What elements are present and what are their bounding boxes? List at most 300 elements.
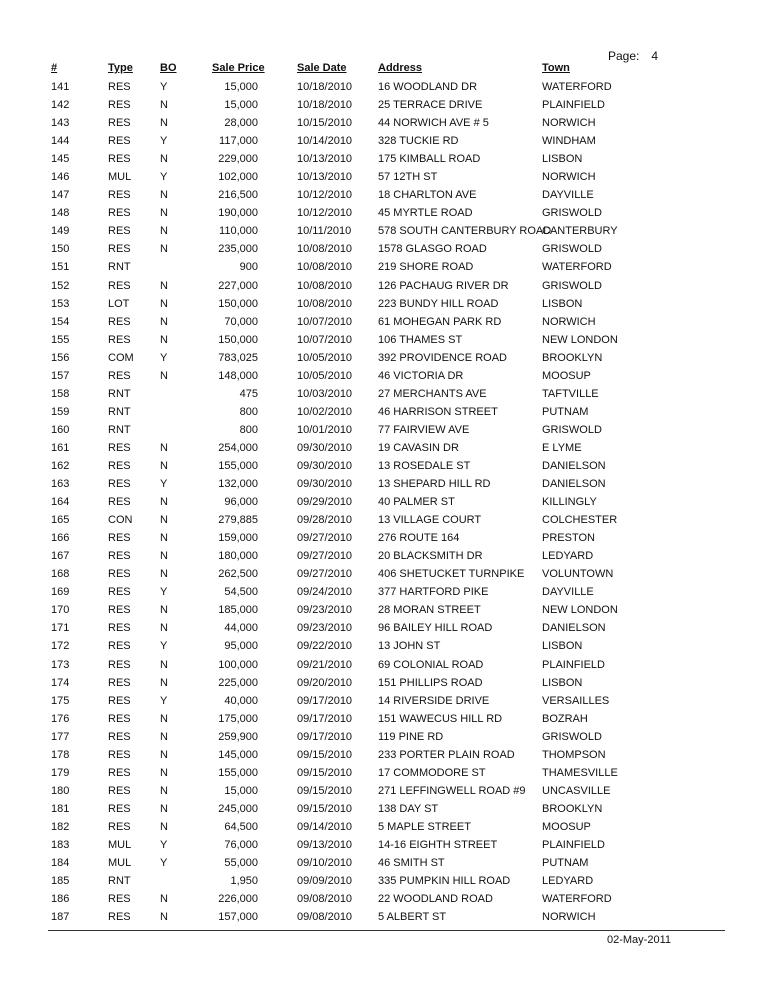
- row-town: UNCASVILLE: [542, 784, 611, 797]
- row-address: 5 MAPLE STREET: [378, 820, 471, 833]
- row-type: MUL: [108, 171, 132, 184]
- row-town: GRISWOLD: [542, 279, 602, 292]
- row-type: RES: [108, 441, 131, 454]
- row-town: PLAINFIELD: [542, 99, 605, 112]
- row-sale-date: 09/30/2010: [297, 459, 353, 472]
- row-number: 170: [51, 604, 70, 617]
- row-sale-date: 09/29/2010: [297, 496, 353, 509]
- row-sale-price: 783,025: [218, 351, 258, 364]
- row-type: RES: [108, 911, 131, 924]
- row-address: 106 THAMES ST: [378, 333, 463, 346]
- row-town: PRESTON: [542, 532, 595, 545]
- row-bo: Y: [160, 171, 168, 184]
- row-type: MUL: [108, 838, 132, 851]
- row-type: RES: [108, 81, 131, 93]
- header-type: Type: [108, 62, 133, 74]
- row-type: RES: [108, 604, 131, 617]
- row-sale-date: 10/12/2010: [297, 189, 353, 202]
- row-address: 335 PUMPKIN HILL ROAD: [378, 875, 511, 888]
- row-town: MOOSUP: [542, 820, 591, 833]
- row-bo: N: [160, 568, 168, 581]
- table-row: [0, 222, 768, 240]
- row-sale-date: 09/27/2010: [297, 532, 353, 545]
- table-row: [0, 367, 768, 385]
- row-type: RES: [108, 784, 131, 797]
- row-type: RNT: [108, 261, 131, 274]
- row-town: PLAINFIELD: [542, 838, 605, 851]
- row-bo: N: [160, 532, 168, 545]
- row-town: DAYVILLE: [542, 586, 594, 599]
- row-sale-date: 10/07/2010: [297, 315, 353, 328]
- row-sale-date: 10/18/2010: [297, 81, 353, 93]
- row-type: MUL: [108, 857, 132, 870]
- row-sale-price: 15,000: [224, 99, 258, 112]
- row-bo: Y: [160, 81, 168, 93]
- row-town: PUTNAM: [542, 857, 589, 870]
- row-sale-date: 10/03/2010: [297, 387, 353, 400]
- row-bo: N: [160, 911, 168, 924]
- row-number: 169: [51, 586, 70, 599]
- table-row: [0, 403, 768, 421]
- row-address: 46 SMITH ST: [378, 857, 445, 870]
- row-type: RES: [108, 550, 131, 563]
- row-bo: N: [160, 514, 168, 527]
- row-number: 160: [51, 423, 70, 436]
- row-bo: N: [160, 802, 168, 815]
- row-bo: Y: [160, 351, 168, 364]
- table-row: [0, 277, 768, 295]
- row-address: 96 BAILEY HILL ROAD: [378, 622, 493, 635]
- row-sale-date: 09/30/2010: [297, 441, 353, 454]
- table-row: [0, 168, 768, 186]
- row-bo: Y: [160, 640, 168, 653]
- row-town: WATERFORD: [542, 893, 612, 906]
- row-number: 154: [51, 315, 70, 328]
- header-address: Address: [378, 62, 423, 74]
- row-sale-date: 09/24/2010: [297, 586, 353, 599]
- row-number: 176: [51, 712, 70, 725]
- row-sale-date: 09/15/2010: [297, 748, 353, 761]
- row-sale-price: 245,000: [218, 802, 258, 815]
- table-row: [0, 619, 768, 637]
- row-address: 392 PROVIDENCE ROAD: [378, 351, 507, 364]
- table-row: [0, 872, 768, 890]
- row-number: 164: [51, 496, 70, 509]
- row-town: NORWICH: [542, 171, 596, 184]
- row-bo: Y: [160, 586, 168, 599]
- row-type: RES: [108, 189, 131, 202]
- row-sale-date: 10/08/2010: [297, 279, 353, 292]
- row-address: 14-16 EIGHTH STREET: [378, 838, 498, 851]
- row-sale-price: 100,000: [218, 658, 258, 671]
- table-row: [0, 565, 768, 583]
- row-town: BROOKLYN: [542, 802, 603, 815]
- row-type: RES: [108, 893, 131, 906]
- row-sale-date: 10/02/2010: [297, 405, 353, 418]
- row-number: 186: [51, 893, 70, 906]
- table-row: [0, 800, 768, 818]
- row-address: 14 RIVERSIDE DRIVE: [378, 694, 490, 707]
- row-sale-price: 117,000: [219, 135, 258, 148]
- row-number: 148: [51, 207, 70, 220]
- row-sale-price: 15,000: [224, 784, 258, 797]
- row-bo: N: [160, 676, 168, 689]
- table-row: [0, 313, 768, 331]
- row-bo: Y: [160, 857, 168, 870]
- row-sale-date: 09/08/2010: [297, 893, 353, 906]
- row-town: GRISWOLD: [542, 730, 602, 743]
- row-sale-date: 09/15/2010: [297, 802, 353, 815]
- row-address: 20 BLACKSMITH DR: [378, 550, 483, 563]
- row-sale-price: 40,000: [224, 694, 258, 707]
- page-indicator: [608, 49, 658, 63]
- row-type: RES: [108, 712, 131, 725]
- table-row: [0, 782, 768, 800]
- row-bo: N: [160, 730, 168, 743]
- table-row: [0, 114, 768, 132]
- sales-table-body: [0, 78, 768, 926]
- row-address: 28 MORAN STREET: [378, 604, 481, 617]
- row-sale-date: 09/17/2010: [297, 694, 353, 707]
- row-sale-date: 09/23/2010: [297, 622, 353, 635]
- row-type: RES: [108, 622, 131, 635]
- table-row: [0, 96, 768, 114]
- row-address: 271 LEFFINGWELL ROAD #9: [378, 784, 526, 797]
- row-bo: N: [160, 496, 168, 509]
- table-row: [0, 854, 768, 872]
- row-number: 174: [51, 676, 70, 689]
- row-number: 146: [51, 171, 70, 184]
- row-sale-price: 157,000: [218, 911, 258, 924]
- table-row: [0, 746, 768, 764]
- row-number: 143: [51, 117, 70, 130]
- table-row: [0, 186, 768, 204]
- row-sale-price: 259,900: [218, 730, 258, 743]
- row-address: 22 WOODLAND ROAD: [378, 893, 493, 906]
- row-number: 161: [51, 441, 70, 454]
- row-type: RES: [108, 820, 131, 833]
- row-type: COM: [108, 351, 134, 364]
- row-number: 187: [51, 911, 70, 924]
- row-sale-price: 145,000: [218, 748, 258, 761]
- row-sale-price: 28,000: [224, 117, 258, 130]
- row-address: 19 CAVASIN DR: [378, 441, 459, 454]
- row-number: 149: [51, 225, 70, 238]
- row-number: 168: [51, 568, 70, 581]
- row-number: 165: [51, 514, 70, 527]
- row-sale-price: 148,000: [218, 369, 258, 382]
- row-address: 276 ROUTE 164: [378, 532, 460, 545]
- row-town: MOOSUP: [542, 369, 591, 382]
- row-type: RES: [108, 207, 131, 220]
- table-row: [0, 547, 768, 565]
- row-number: 178: [51, 748, 70, 761]
- row-address: 138 DAY ST: [378, 802, 439, 815]
- row-bo: N: [160, 766, 168, 779]
- row-bo: Y: [160, 694, 168, 707]
- table-row: [0, 421, 768, 439]
- row-town: LISBON: [542, 297, 583, 310]
- row-bo: N: [160, 99, 168, 112]
- row-type: RES: [108, 478, 131, 491]
- row-type: RES: [108, 459, 131, 472]
- table-row: [0, 710, 768, 728]
- row-town: BROOKLYN: [542, 351, 603, 364]
- row-town: DANIELSON: [542, 478, 606, 491]
- row-town: NORWICH: [542, 911, 596, 924]
- row-sale-price: 155,000: [218, 766, 258, 779]
- row-town: NORWICH: [542, 315, 596, 328]
- row-town: BOZRAH: [542, 712, 588, 725]
- table-row: [0, 457, 768, 475]
- row-sale-price: 225,000: [218, 676, 258, 689]
- row-town: WATERFORD: [542, 261, 612, 274]
- row-town: WINDHAM: [542, 135, 596, 148]
- row-address: 1578 GLASGO ROAD: [378, 243, 487, 256]
- row-town: CANTERBURY: [542, 225, 618, 238]
- row-number: 172: [51, 640, 70, 653]
- row-number: 167: [51, 550, 70, 563]
- row-number: 156: [51, 351, 70, 364]
- row-type: RES: [108, 568, 131, 581]
- row-town: THOMPSON: [542, 748, 606, 761]
- row-type: RES: [108, 658, 131, 671]
- row-bo: N: [160, 622, 168, 635]
- row-number: 162: [51, 459, 70, 472]
- row-number: 163: [51, 478, 70, 491]
- row-bo: N: [160, 117, 168, 130]
- row-sale-date: 09/23/2010: [297, 604, 353, 617]
- row-sale-price: 190,000: [218, 207, 258, 220]
- row-town: PLAINFIELD: [542, 658, 605, 671]
- row-sale-price: 102,000: [218, 171, 258, 184]
- row-town: GRISWOLD: [542, 243, 602, 256]
- row-address: 45 MYRTLE ROAD: [378, 207, 473, 220]
- row-sale-price: 110,000: [219, 225, 258, 238]
- table-row: [0, 511, 768, 529]
- header-num: #: [51, 62, 58, 74]
- row-type: RNT: [108, 387, 131, 400]
- row-bo: Y: [160, 478, 168, 491]
- row-bo: N: [160, 604, 168, 617]
- row-town: VOLUNTOWN: [542, 568, 614, 581]
- row-town: LEDYARD: [542, 875, 594, 888]
- row-bo: N: [160, 225, 168, 238]
- row-town: PUTNAM: [542, 405, 589, 418]
- row-sale-date: 09/15/2010: [297, 766, 353, 779]
- row-bo: N: [160, 784, 168, 797]
- table-row: [0, 439, 768, 457]
- row-bo: N: [160, 441, 168, 454]
- table-row: [0, 150, 768, 168]
- row-sale-date: 10/15/2010: [297, 117, 353, 130]
- row-sale-date: 09/22/2010: [297, 640, 353, 653]
- row-bo: N: [160, 279, 168, 292]
- table-row: [0, 728, 768, 746]
- row-bo: N: [160, 189, 168, 202]
- row-number: 155: [51, 333, 70, 346]
- table-row: [0, 908, 768, 926]
- row-number: 153: [51, 297, 70, 310]
- table-row: [0, 674, 768, 692]
- row-sale-price: 150,000: [218, 297, 258, 310]
- row-type: RES: [108, 243, 131, 256]
- row-bo: N: [160, 315, 168, 328]
- row-type: RES: [108, 153, 131, 166]
- row-sale-date: 09/17/2010: [297, 712, 353, 725]
- row-sale-date: 09/09/2010: [297, 875, 353, 888]
- row-sale-price: 216,500: [218, 189, 258, 202]
- row-town: TAFTVILLE: [542, 387, 599, 400]
- row-address: 406 SHETUCKET TURNPIKE: [378, 568, 525, 581]
- row-bo: N: [160, 369, 168, 382]
- row-sale-date: 10/08/2010: [297, 297, 353, 310]
- row-address: 46 HARRISON STREET: [378, 405, 498, 418]
- row-sale-date: 10/13/2010: [297, 153, 353, 166]
- table-row: [0, 78, 768, 96]
- row-type: RES: [108, 99, 131, 112]
- row-address: 151 WAWECUS HILL RD: [378, 712, 503, 725]
- row-sale-date: 09/15/2010: [297, 784, 353, 797]
- table-row: [0, 493, 768, 511]
- row-sale-price: 76,000: [224, 838, 258, 851]
- row-sale-date: 10/14/2010: [297, 135, 353, 148]
- row-address: 219 SHORE ROAD: [378, 261, 474, 274]
- row-type: RES: [108, 369, 131, 382]
- row-sale-date: 10/05/2010: [297, 351, 353, 364]
- row-type: RNT: [108, 423, 131, 436]
- row-number: 181: [51, 802, 70, 815]
- row-sale-price: 800: [239, 405, 258, 418]
- row-number: 142: [51, 99, 70, 112]
- row-type: RES: [108, 730, 131, 743]
- row-town: NEW LONDON: [542, 604, 618, 617]
- table-row: [0, 818, 768, 836]
- row-sale-price: 254,000: [218, 441, 258, 454]
- row-bo: Y: [160, 135, 168, 148]
- table-row: [0, 637, 768, 655]
- row-sale-date: 10/11/2010: [297, 225, 352, 238]
- row-type: RES: [108, 676, 131, 689]
- row-type: RES: [108, 333, 131, 346]
- table-row: [0, 890, 768, 908]
- row-address: 377 HARTFORD PIKE: [378, 586, 489, 599]
- row-town: LEDYARD: [542, 550, 594, 563]
- row-address: 328 TUCKIE RD: [378, 135, 459, 148]
- row-number: 175: [51, 694, 70, 707]
- row-address: 16 WOODLAND DR: [378, 81, 478, 93]
- row-address: 40 PALMER ST: [378, 496, 455, 509]
- row-sale-date: 10/07/2010: [297, 333, 353, 346]
- table-row: [0, 385, 768, 403]
- row-address: 578 SOUTH CANTERBURY ROAD: [378, 225, 552, 238]
- row-sale-price: 227,000: [218, 279, 258, 292]
- row-sale-price: 900: [239, 261, 258, 274]
- table-row: [0, 692, 768, 710]
- row-sale-date: 09/30/2010: [297, 478, 353, 491]
- page-number: 4: [651, 49, 659, 63]
- row-type: RES: [108, 279, 131, 292]
- header-bo: BO: [160, 62, 177, 74]
- row-address: 126 PACHAUG RIVER DR: [378, 279, 509, 292]
- row-sale-price: 475: [239, 387, 258, 400]
- row-address: 27 MERCHANTS AVE: [378, 387, 487, 400]
- row-bo: N: [160, 333, 168, 346]
- row-number: 147: [51, 189, 70, 202]
- row-number: 180: [51, 784, 70, 797]
- row-sale-date: 10/08/2010: [297, 243, 353, 256]
- row-sale-price: 800: [239, 423, 258, 436]
- row-number: 159: [51, 405, 70, 418]
- row-number: 150: [51, 243, 70, 256]
- row-address: 25 TERRACE DRIVE: [378, 99, 483, 112]
- row-type: RES: [108, 586, 131, 599]
- row-address: 61 MOHEGAN PARK RD: [378, 315, 502, 328]
- row-sale-price: 262,500: [218, 568, 258, 581]
- row-sale-date: 10/13/2010: [297, 171, 353, 184]
- row-bo: N: [160, 712, 168, 725]
- row-number: 171: [51, 622, 70, 635]
- row-type: RES: [108, 640, 131, 653]
- row-number: 179: [51, 766, 70, 779]
- table-row: [0, 258, 768, 276]
- table-row: [0, 295, 768, 313]
- table-row: [0, 475, 768, 493]
- row-town: NORWICH: [542, 117, 596, 130]
- row-town: DANIELSON: [542, 459, 606, 472]
- row-address: 119 PINE RD: [378, 730, 444, 743]
- row-sale-price: 150,000: [218, 333, 258, 346]
- row-bo: N: [160, 243, 168, 256]
- page-label: Page:: [608, 49, 640, 63]
- row-sale-price: 279,885: [218, 514, 258, 527]
- row-address: 46 VICTORIA DR: [378, 369, 464, 382]
- row-bo: N: [160, 893, 168, 906]
- table-row: [0, 204, 768, 222]
- row-address: 13 VILLAGE COURT: [378, 514, 482, 527]
- row-sale-date: 09/27/2010: [297, 550, 353, 563]
- table-row: [0, 331, 768, 349]
- table-header: [0, 62, 768, 76]
- row-number: 177: [51, 730, 70, 743]
- row-type: RES: [108, 532, 131, 545]
- row-sale-date: 10/18/2010: [297, 99, 353, 112]
- row-address: 17 COMMODORE ST: [378, 766, 486, 779]
- row-sale-price: 185,000: [218, 604, 258, 617]
- row-sale-date: 09/21/2010: [297, 658, 353, 671]
- table-row: [0, 583, 768, 601]
- footer-date: 02-May-2011: [607, 934, 671, 946]
- row-address: 69 COLONIAL ROAD: [378, 658, 484, 671]
- row-town: E LYME: [542, 441, 582, 454]
- row-address: 44 NORWICH AVE # 5: [378, 117, 489, 130]
- row-town: VERSAILLES: [542, 694, 610, 707]
- row-sale-date: 09/14/2010: [297, 820, 353, 833]
- row-town: GRISWOLD: [542, 207, 602, 220]
- row-sale-price: 1,950: [230, 875, 258, 888]
- row-number: 144: [51, 135, 70, 148]
- row-address: 13 JOHN ST: [378, 640, 441, 653]
- row-number: 173: [51, 658, 70, 671]
- row-bo: N: [160, 297, 168, 310]
- row-town: LISBON: [542, 153, 583, 166]
- header-town: Town: [542, 62, 570, 74]
- row-address: 18 CHARLTON AVE: [378, 189, 477, 202]
- row-address: 57 12TH ST: [378, 171, 438, 184]
- header-sale-price: Sale Price: [212, 62, 265, 74]
- row-number: 182: [51, 820, 70, 833]
- row-town: THAMESVILLE: [542, 766, 618, 779]
